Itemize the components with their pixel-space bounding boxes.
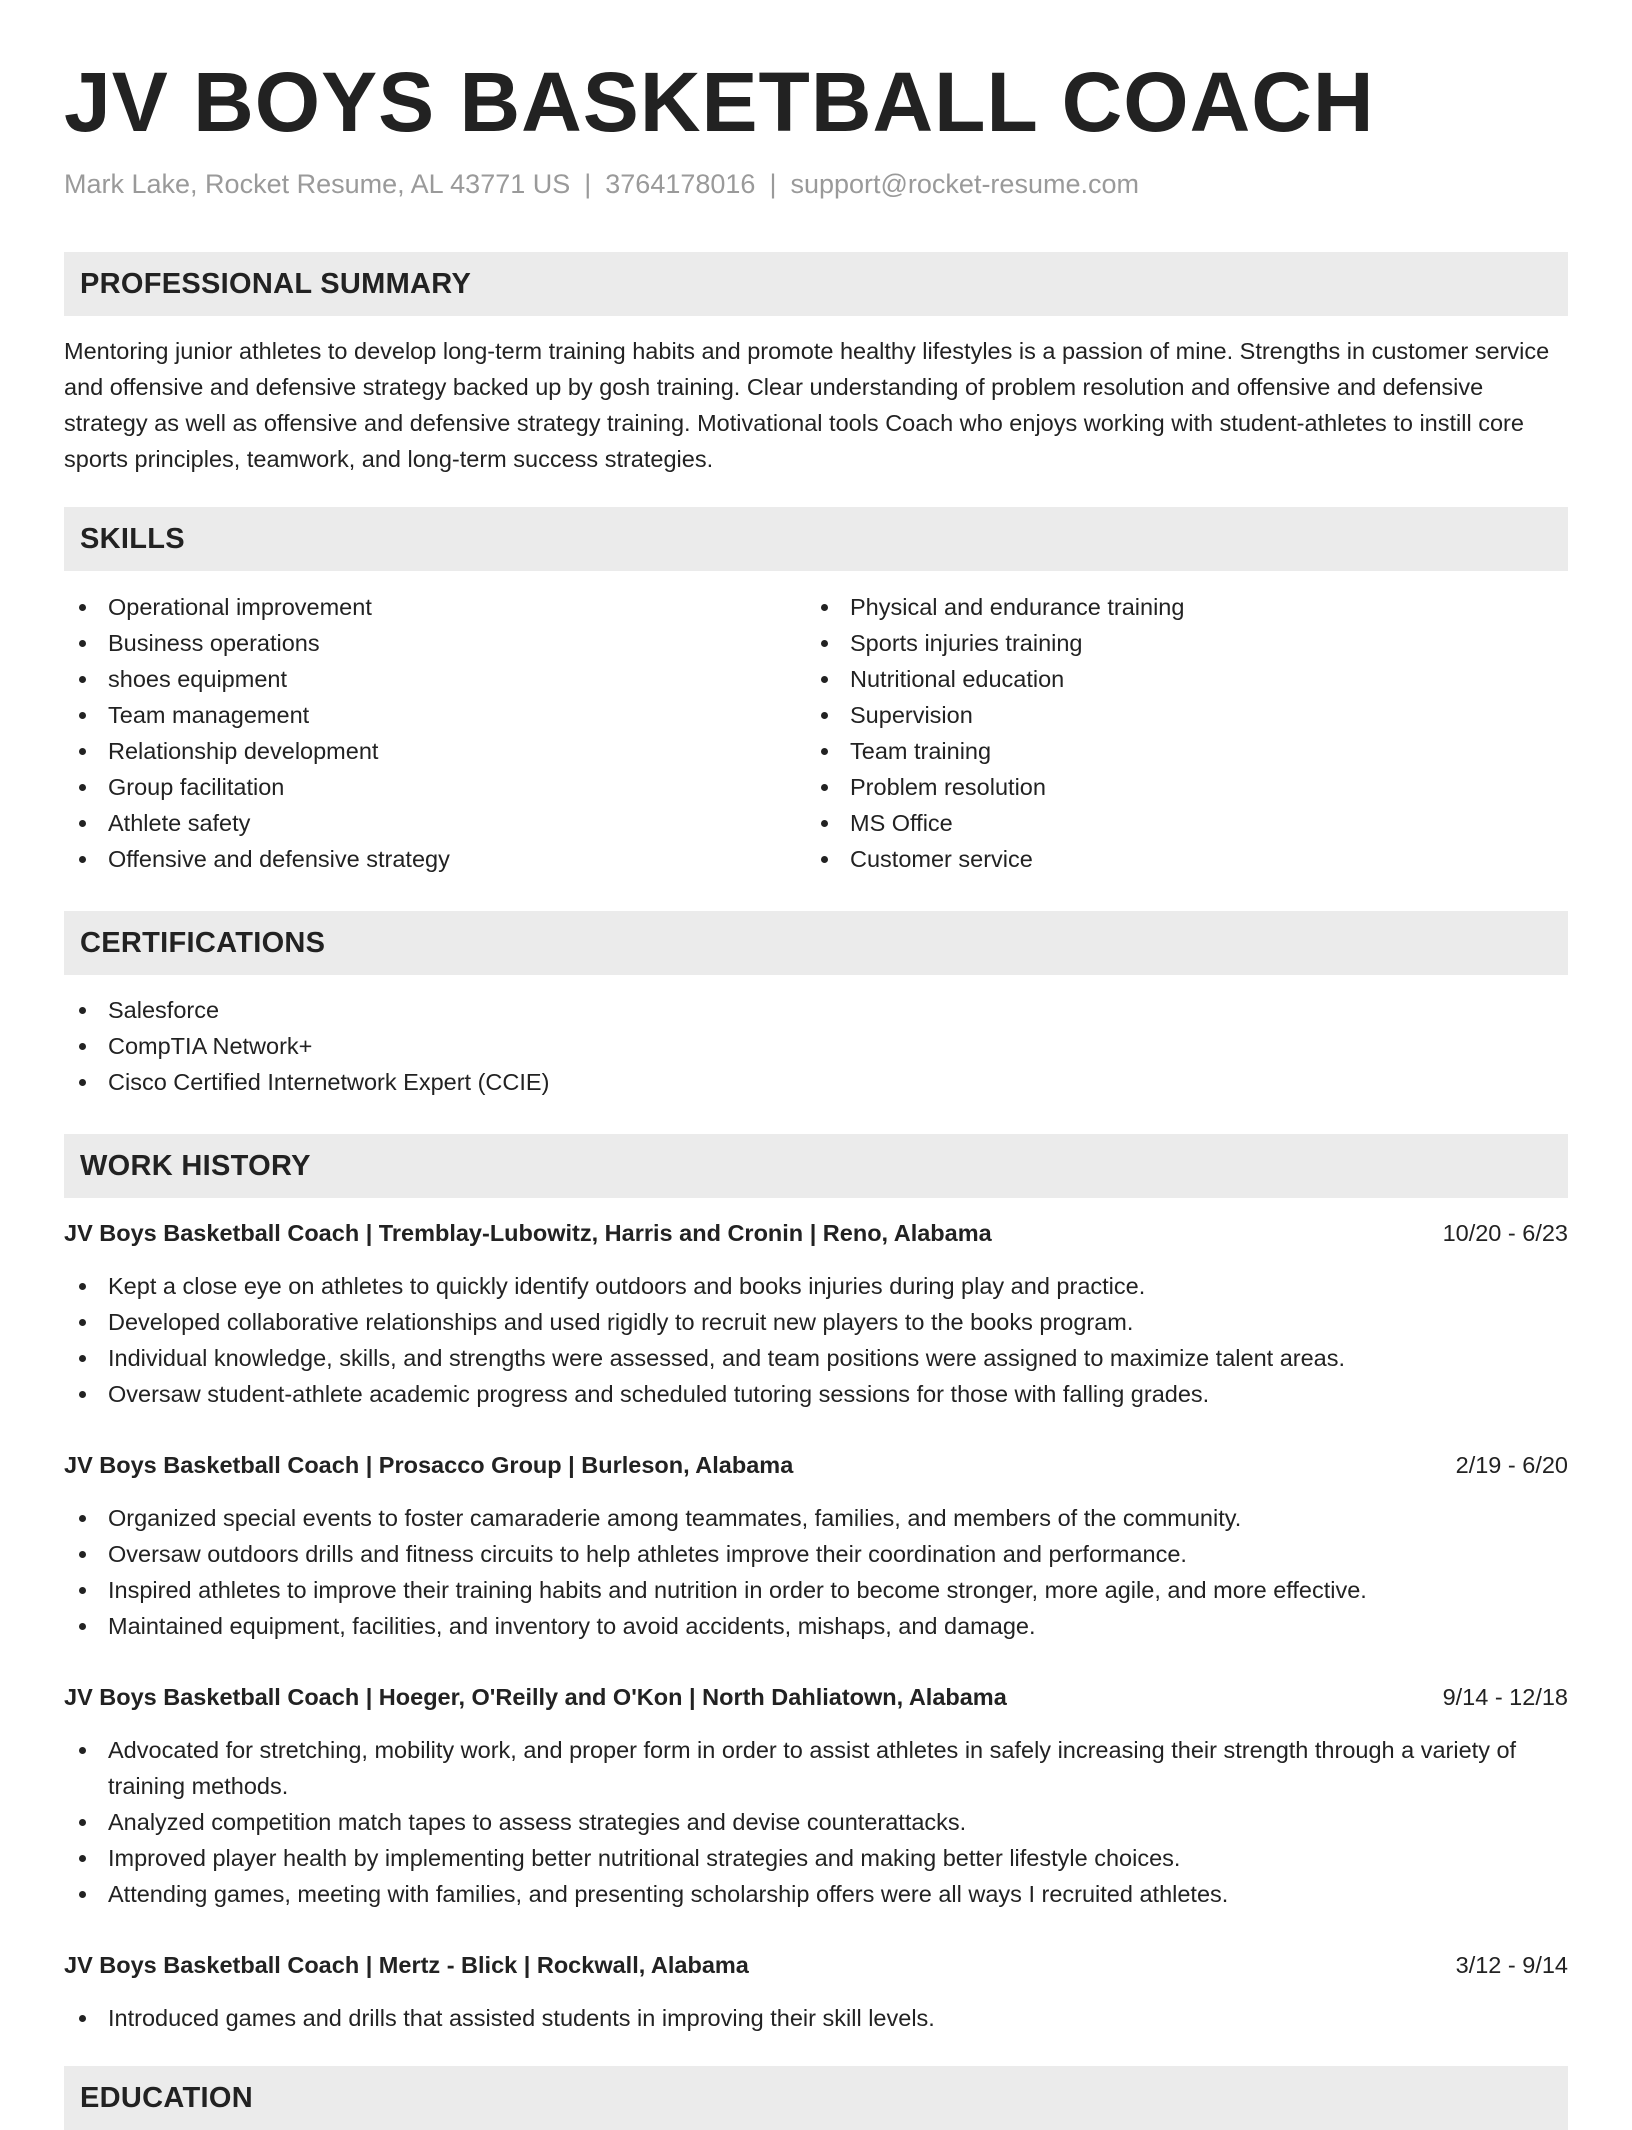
job-dates: 10/20 - 6/23 — [1442, 1220, 1568, 1246]
job-header — [64, 1947, 1568, 1983]
skills-column-right — [806, 589, 1546, 877]
job-header — [64, 1679, 1568, 1715]
work-history-heading: WORK HISTORY — [64, 1134, 1568, 1198]
job-bullet: Maintained equipment, facilities, and inventory to avoid accidents, mishaps, and damage. — [64, 1608, 1568, 1644]
job-bullet: Developed collaborative relationships and used rigidly to recruit new players to the books program. — [64, 1304, 1568, 1340]
contact-separator: | — [769, 169, 777, 199]
job-title: JV Boys Basketball Coach | Mertz - Blick | Rockwall, Alabama — [64, 1952, 749, 1978]
certification-item: Cisco Certified Internetwork Expert (CCIE) — [64, 1064, 1568, 1100]
skill-item: Team training — [806, 733, 1546, 769]
skill-item: Physical and endurance training — [806, 589, 1546, 625]
certification-item: Salesforce — [64, 992, 1568, 1028]
job-bullet: Individual knowledge, skills, and strengths were assessed, and team positions were assigned to maximize talent areas. — [64, 1340, 1568, 1376]
job-bullets — [64, 1732, 1568, 1912]
contact-line — [64, 166, 1139, 202]
job-title: JV Boys Basketball Coach | Hoeger, O'Reilly and O'Kon | North Dahliatown, Alabama — [64, 1684, 1007, 1710]
job-bullet: Improved player health by implementing better nutritional strategies and making better lifestyle choices. — [64, 1840, 1568, 1876]
job-header — [64, 1215, 1568, 1251]
skill-item: Operational improvement — [64, 589, 804, 625]
job-header — [64, 1447, 1568, 1483]
skill-item: Customer service — [806, 841, 1546, 877]
job-bullet: Oversaw outdoors drills and fitness circuits to help athletes improve their coordination and performance. — [64, 1536, 1568, 1572]
job-bullet: Inspired athletes to improve their training habits and nutrition in order to become stronger, more agile, and more effective. — [64, 1572, 1568, 1608]
skill-item: Sports injuries training — [806, 625, 1546, 661]
skills-heading: SKILLS — [64, 507, 1568, 571]
skill-item: Team management — [64, 697, 804, 733]
contact-email: support@rocket-resume.com — [790, 169, 1139, 199]
candidate-name: JV BOYS BASKETBALL COACH — [64, 55, 1375, 149]
education-heading: EDUCATION — [64, 2066, 1568, 2130]
job-bullets — [64, 1500, 1568, 1644]
certification-item: CompTIA Network+ — [64, 1028, 1568, 1064]
job-dates: 3/12 - 9/14 — [1455, 1952, 1568, 1978]
skill-item: MS Office — [806, 805, 1546, 841]
skills-column-left — [64, 589, 804, 877]
job-title: JV Boys Basketball Coach | Prosacco Group | Burleson, Alabama — [64, 1452, 794, 1478]
job-bullet: Oversaw student-athlete academic progress and scheduled tutoring sessions for those with falling grades. — [64, 1376, 1568, 1412]
job-bullets — [64, 2000, 1568, 2036]
job-bullet: Attending games, meeting with families, and presenting scholarship offers were all ways I recruited athletes. — [64, 1876, 1568, 1912]
skill-item: Problem resolution — [806, 769, 1546, 805]
job-bullet: Advocated for stretching, mobility work, and proper form in order to assist athletes in safely increasing their strength through a variety of training methods. — [64, 1732, 1568, 1804]
certifications-heading: CERTIFICATIONS — [64, 911, 1568, 975]
contact-address: Mark Lake, Rocket Resume, AL 43771 US — [64, 169, 571, 199]
job-bullets — [64, 1268, 1568, 1412]
skill-item: Group facilitation — [64, 769, 804, 805]
contact-phone: 3764178016 — [605, 169, 756, 199]
job-dates: 9/14 - 12/18 — [1442, 1684, 1568, 1710]
job-bullet: Kept a close eye on athletes to quickly identify outdoors and books injuries during play and practice. — [64, 1268, 1568, 1304]
skill-item: Athlete safety — [64, 805, 804, 841]
skill-item: Relationship development — [64, 733, 804, 769]
skill-item: Supervision — [806, 697, 1546, 733]
job-bullet: Organized special events to foster camaraderie among teammates, families, and members of the community. — [64, 1500, 1568, 1536]
skill-item: Business operations — [64, 625, 804, 661]
summary-heading: PROFESSIONAL SUMMARY — [64, 252, 1568, 316]
skills-list-left — [64, 589, 804, 877]
job-bullet: Analyzed competition match tapes to assess strategies and devise counterattacks. — [64, 1804, 1568, 1840]
job-title: JV Boys Basketball Coach | Tremblay-Lubowitz, Harris and Cronin | Reno, Alabama — [64, 1220, 992, 1246]
job-bullet: Introduced games and drills that assisted students in improving their skill levels. — [64, 2000, 1568, 2036]
contact-separator: | — [584, 169, 592, 199]
skill-item: Nutritional education — [806, 661, 1546, 697]
skill-item: shoes equipment — [64, 661, 804, 697]
summary-text: Mentoring junior athletes to develop long-term training habits and promote healthy lifestyles is a passion of mine. Strengths in customer service and offensive and defensive strategy backed up by gosh training. Clear understanding of problem resolution and offensive and defensive strategy as well as offensive and defensive strategy training. Motivational tools Coach who enjoys working with student-athletes to instill core sports principles, teamwork, and long-term success strategies. — [64, 338, 1550, 472]
certifications-list — [64, 992, 1568, 1100]
job-dates: 2/19 - 6/20 — [1455, 1452, 1568, 1478]
skills-list-right — [806, 589, 1546, 877]
skill-item: Offensive and defensive strategy — [64, 841, 804, 877]
